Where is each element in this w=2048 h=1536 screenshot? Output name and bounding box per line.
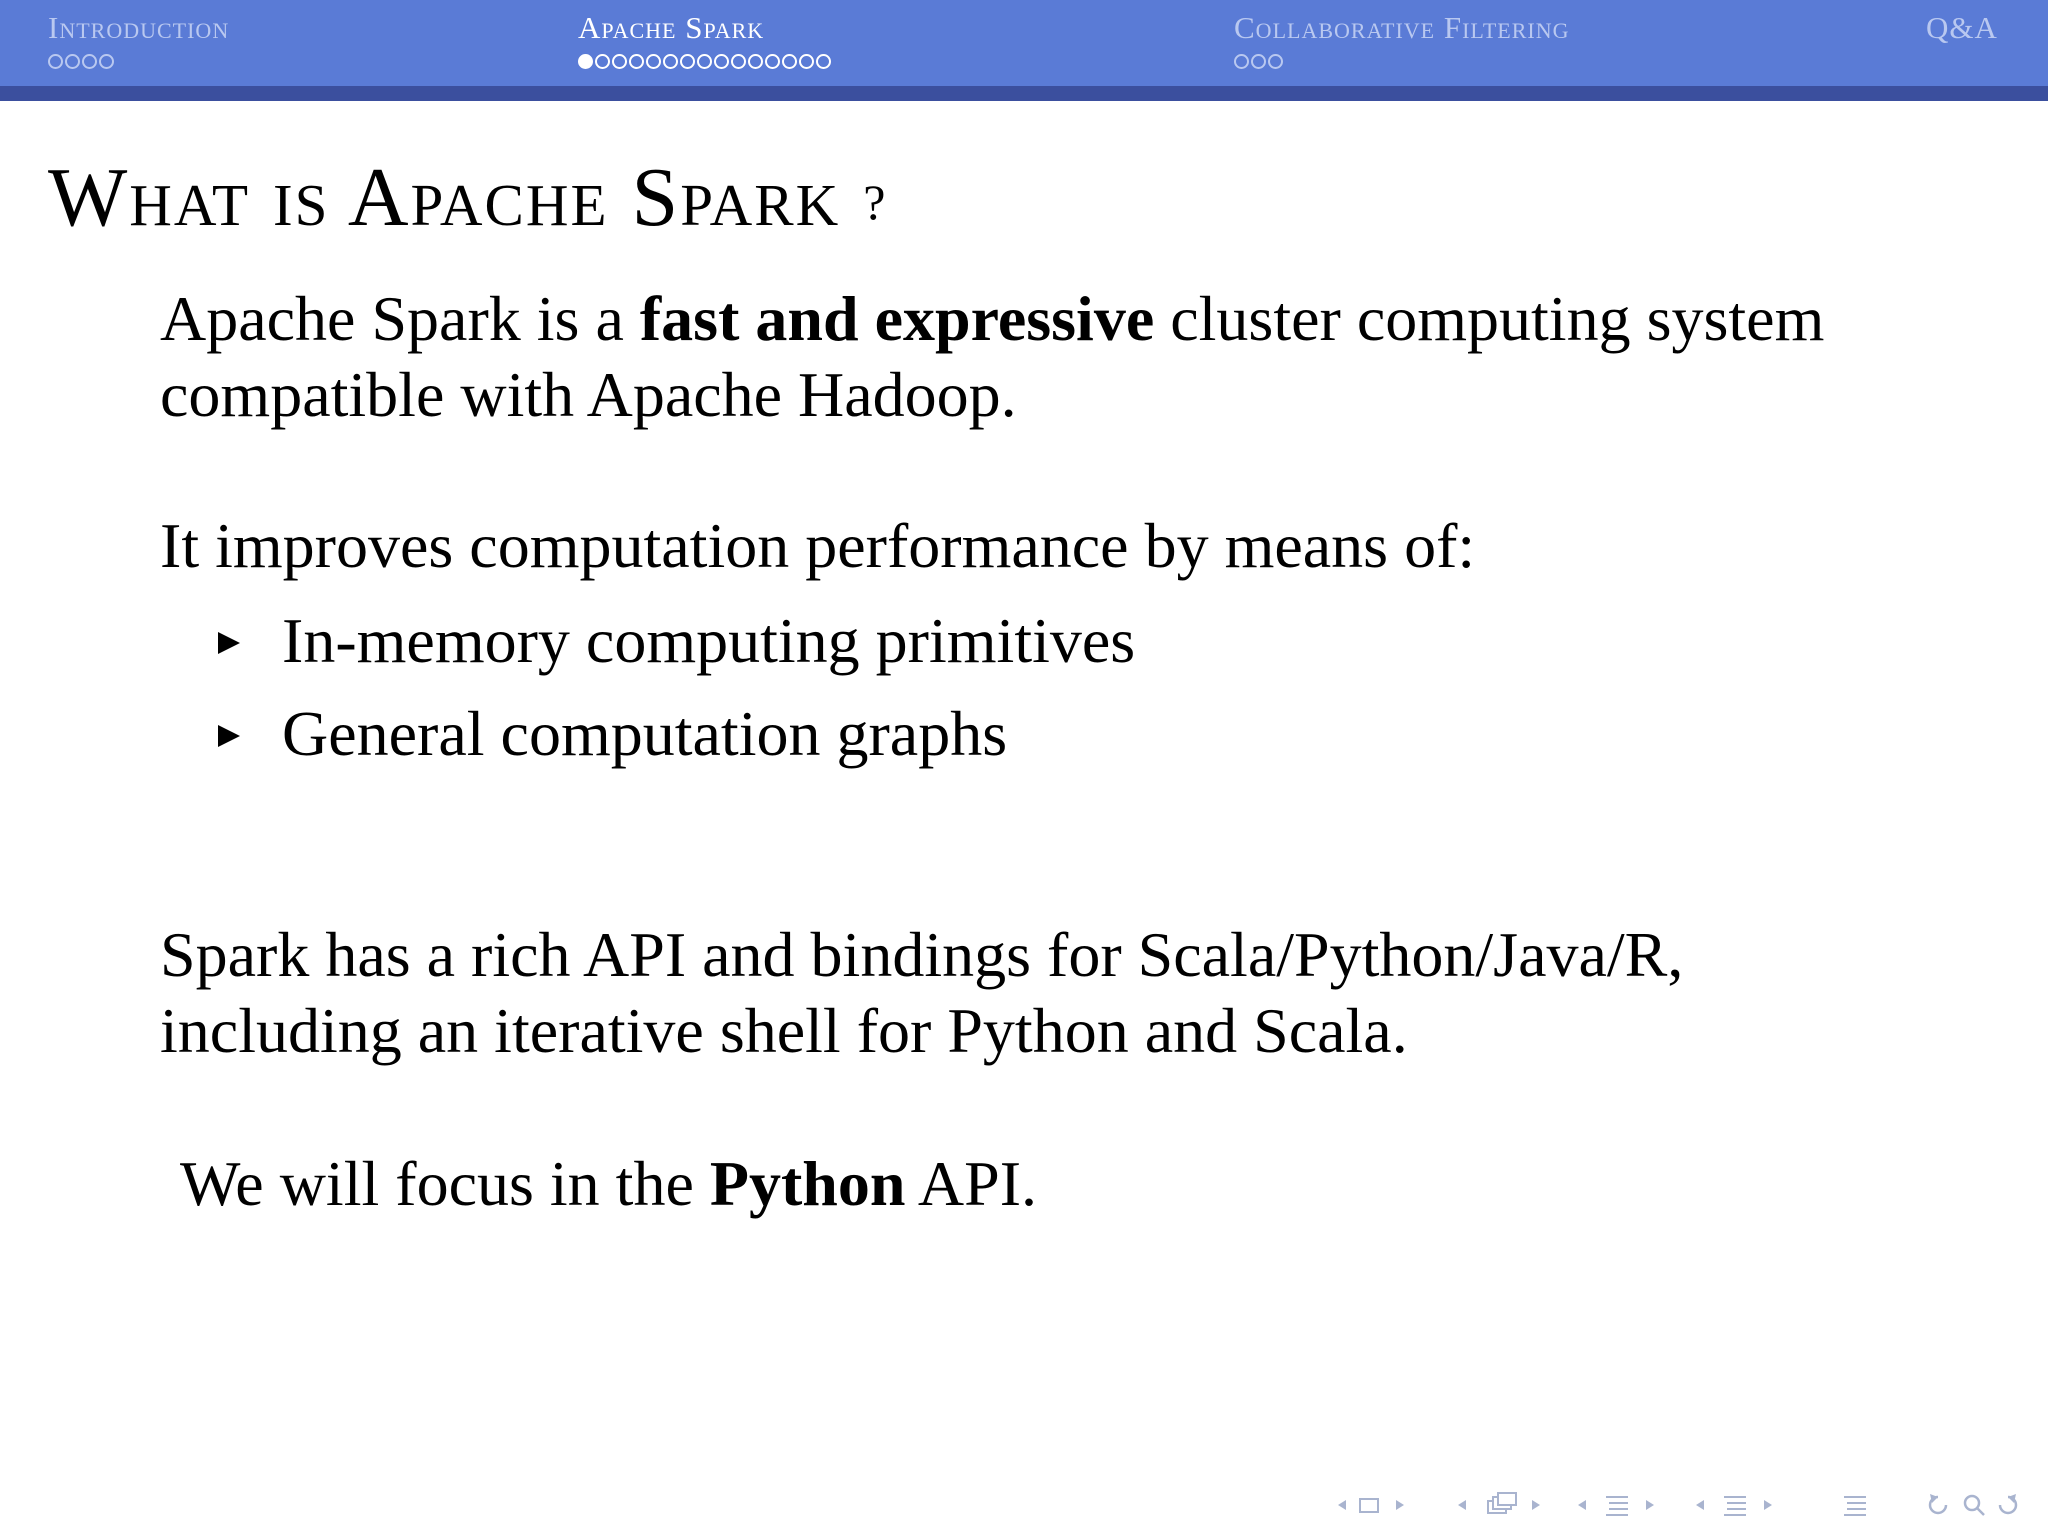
progress-dot-icon[interactable] — [680, 54, 695, 69]
section-nav-group[interactable] — [1576, 1490, 1666, 1520]
progress-dot-icon[interactable] — [612, 54, 627, 69]
bullet-text: In-memory computing primitives — [282, 605, 1136, 676]
section-nav-icon[interactable] — [1576, 1490, 1666, 1520]
nav-section-collaborative-filtering[interactable] — [1234, 8, 1570, 74]
bullet-triangle-icon — [218, 725, 240, 747]
progress-dot-icon[interactable] — [629, 54, 644, 69]
document-nav-group[interactable] — [1694, 1490, 1794, 1520]
progress-dot-icon[interactable] — [65, 54, 80, 69]
subsection-nav-group[interactable] — [1456, 1490, 1556, 1520]
slide-title — [48, 148, 887, 252]
bold-text: Python — [709, 1148, 906, 1219]
nav-section-title[interactable]: Collaborative Filtering — [1234, 10, 1570, 45]
progress-dot-icon[interactable] — [595, 54, 610, 69]
paragraph-line: Spark has a rich API and bindings for Scala/Python/Java/R, — [160, 919, 1684, 990]
nav-section-apache-spark[interactable] — [578, 8, 831, 74]
bullet-text: General computation graphs — [282, 698, 1008, 769]
paragraph-definition — [160, 281, 1824, 433]
progress-dot-icon[interactable] — [731, 54, 746, 69]
header-navbar — [0, 0, 2048, 86]
text-run: API. — [905, 1148, 1038, 1219]
paragraph-line: compatible with Apache Hadoop. — [160, 359, 1017, 430]
nav-section-title[interactable]: Q&A — [1926, 10, 1998, 45]
progress-dot-icon[interactable] — [578, 54, 593, 69]
progress-dot-icon[interactable] — [663, 54, 678, 69]
progress-dot-icon[interactable] — [1234, 54, 1249, 69]
progress-dot-icon[interactable] — [748, 54, 763, 69]
paragraph-focus — [180, 1146, 1037, 1222]
nav-section-dots — [1234, 54, 1570, 74]
frame-nav-icon[interactable] — [1336, 1490, 1406, 1520]
document-nav-icon[interactable] — [1694, 1490, 1794, 1520]
progress-dot-icon[interactable] — [99, 54, 114, 69]
progress-dot-icon[interactable] — [697, 54, 712, 69]
nav-section-title[interactable]: Introduction — [48, 10, 230, 45]
paragraph-line: including an iterative shell for Python and Scala. — [160, 995, 1408, 1066]
nav-section-dots — [578, 54, 831, 74]
slide-title-mark: ? — [863, 174, 888, 230]
bullet-item — [218, 603, 1135, 679]
paragraph-line — [160, 281, 1824, 357]
text-run: cluster computing system — [1154, 283, 1825, 354]
progress-dot-icon[interactable] — [816, 54, 831, 69]
nav-section-dots — [48, 54, 229, 74]
text-run: Apache Spark is a — [160, 283, 640, 354]
appendix-icon[interactable] — [1840, 1490, 1870, 1520]
progress-dot-icon[interactable] — [1268, 54, 1283, 69]
undo-search-redo-icon[interactable] — [1924, 1490, 2024, 1520]
paragraph-api — [160, 917, 1683, 1069]
bullet-triangle-icon — [218, 632, 240, 654]
progress-dot-icon[interactable] — [48, 54, 63, 69]
frame-nav-group[interactable] — [1336, 1490, 1406, 1520]
paragraph-performance: It improves computation performance by means of: — [160, 510, 1476, 581]
progress-dot-icon[interactable] — [1251, 54, 1266, 69]
appendix-nav-group[interactable] — [1840, 1490, 1870, 1520]
progress-dot-icon[interactable] — [646, 54, 661, 69]
nav-section-title[interactable]: Apache Spark — [578, 10, 765, 45]
progress-dot-icon[interactable] — [799, 54, 814, 69]
slide-title-text: What is Apache Spark — [48, 151, 841, 244]
progress-dot-icon[interactable] — [765, 54, 780, 69]
progress-dot-icon[interactable] — [782, 54, 797, 69]
bold-text: fast and expressive — [639, 283, 1155, 354]
header-divider-strip — [0, 86, 2048, 101]
text-run: We will focus in the — [180, 1148, 710, 1219]
progress-dot-icon[interactable] — [82, 54, 97, 69]
nav-section-qa[interactable] — [1926, 8, 1998, 48]
history-search-group[interactable] — [1924, 1490, 2024, 1520]
subsection-nav-icon[interactable] — [1456, 1490, 1556, 1520]
bullet-item — [218, 696, 1007, 772]
progress-dot-icon[interactable] — [714, 54, 729, 69]
nav-section-introduction[interactable] — [48, 8, 229, 74]
